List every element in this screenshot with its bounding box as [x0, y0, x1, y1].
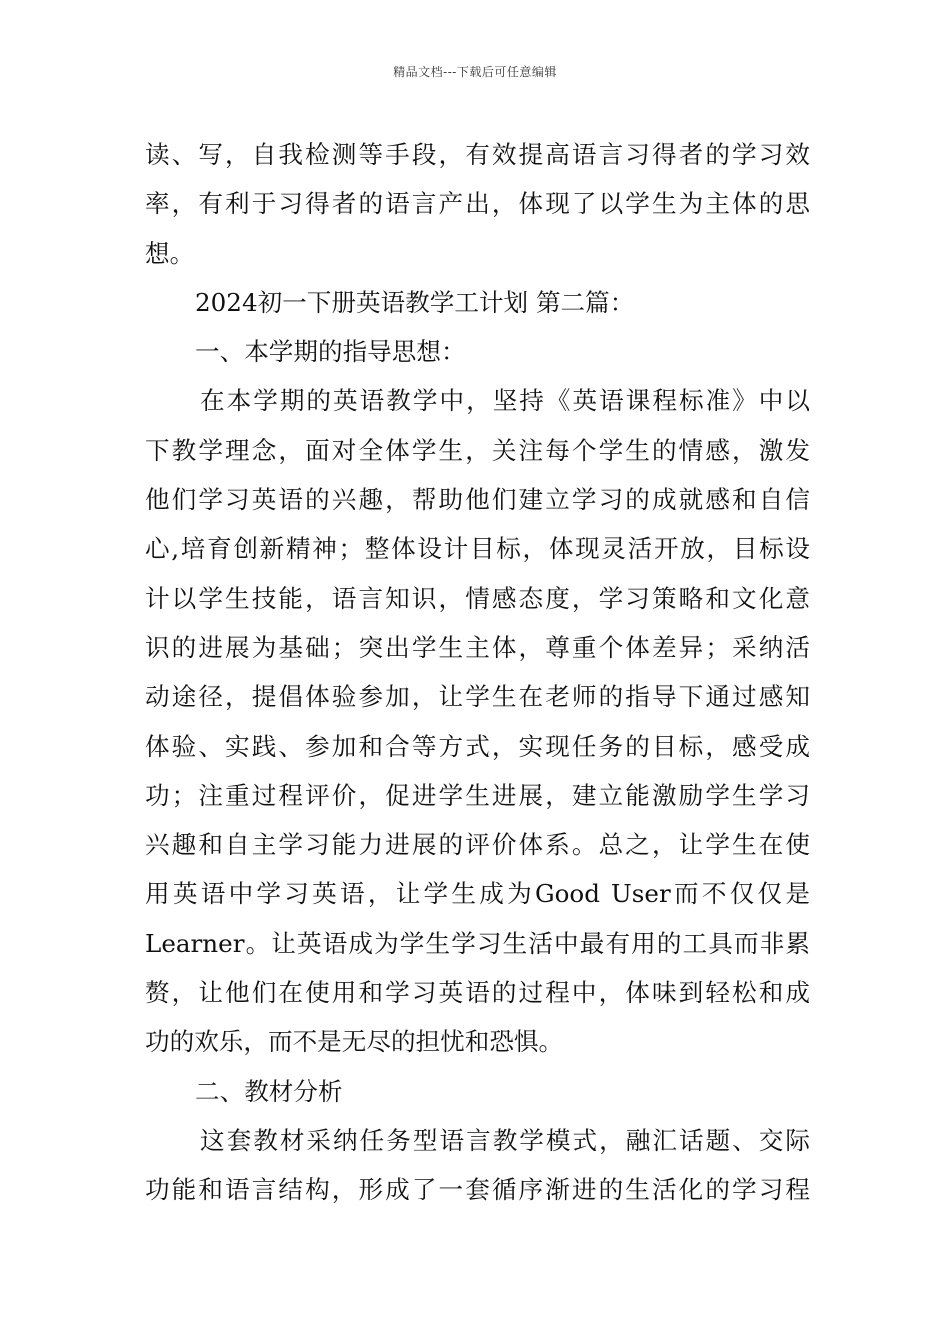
paragraph-line: 用英语中学习英语，让学生成为Good User而不仅仅是	[145, 879, 810, 909]
paragraph-line: 兴趣和自主学习能力进展的评价体系。总之，让学生在使	[145, 830, 810, 860]
paragraph-line: 他们学习英语的兴趣，帮助他们建立学习的成就感和自信	[145, 485, 810, 515]
paragraph-line: 功的欢乐，而不是无尽的担忧和恐惧。	[145, 1027, 564, 1057]
paragraph-line: 赘，让他们在使用和学习英语的过程中，体味到轻松和成	[145, 978, 810, 1008]
section-heading: 一、本学期的指导思想：	[195, 337, 466, 367]
section-heading: 二、教材分析	[195, 1076, 343, 1106]
page-header: 精品文档---下载后可任意编辑	[393, 65, 557, 79]
paragraph-line: 体验、实践、参加和合等方式，实现任务的目标，感受成	[145, 731, 810, 761]
document-body	[145, 130, 810, 1215]
paragraph-line: 功；注重过程评价，促进学生进展，建立能激励学生学习	[145, 780, 810, 810]
paragraph-line: 识的进展为基础；突出学生主体，尊重个体差异；采纳活	[145, 632, 810, 662]
paragraph-line: 在本学期的英语教学中，坚持《英语课程标准》中以	[200, 386, 810, 416]
paragraph-line: 下教学理念，面对全体学生，关注每个学生的情感，激发	[145, 435, 810, 465]
paragraph-line: 读、写，自我检测等手段，有效提高语言习得者的学习效	[145, 140, 810, 169]
paragraph-line: Learner。让英语成为学生学习生活中最有用的工具而非累	[145, 928, 810, 958]
paragraph-line: 功能和语言结构，形成了一套循序渐进的生活化的学习程	[145, 1175, 810, 1205]
paragraph-line: 这套教材采纳任务型语言教学模式，融汇话题、交际	[200, 1125, 810, 1155]
section-title: 2024初一下册英语教学工计划 第二篇：	[195, 287, 635, 317]
paragraph-line: 动途径，提倡体验参加，让学生在老师的指导下通过感知	[145, 682, 810, 712]
paragraph-line: 率，有利于习得者的语言产出，体现了以学生为主体的思	[145, 189, 810, 219]
paragraph-line: 计以学生技能，语言知识，情感态度，学习策略和文化意	[145, 583, 810, 613]
paragraph-line: 心,培育创新精神；整体设计目标，体现灵活开放，目标设	[145, 534, 810, 564]
paragraph-line: 想。	[145, 238, 195, 268]
